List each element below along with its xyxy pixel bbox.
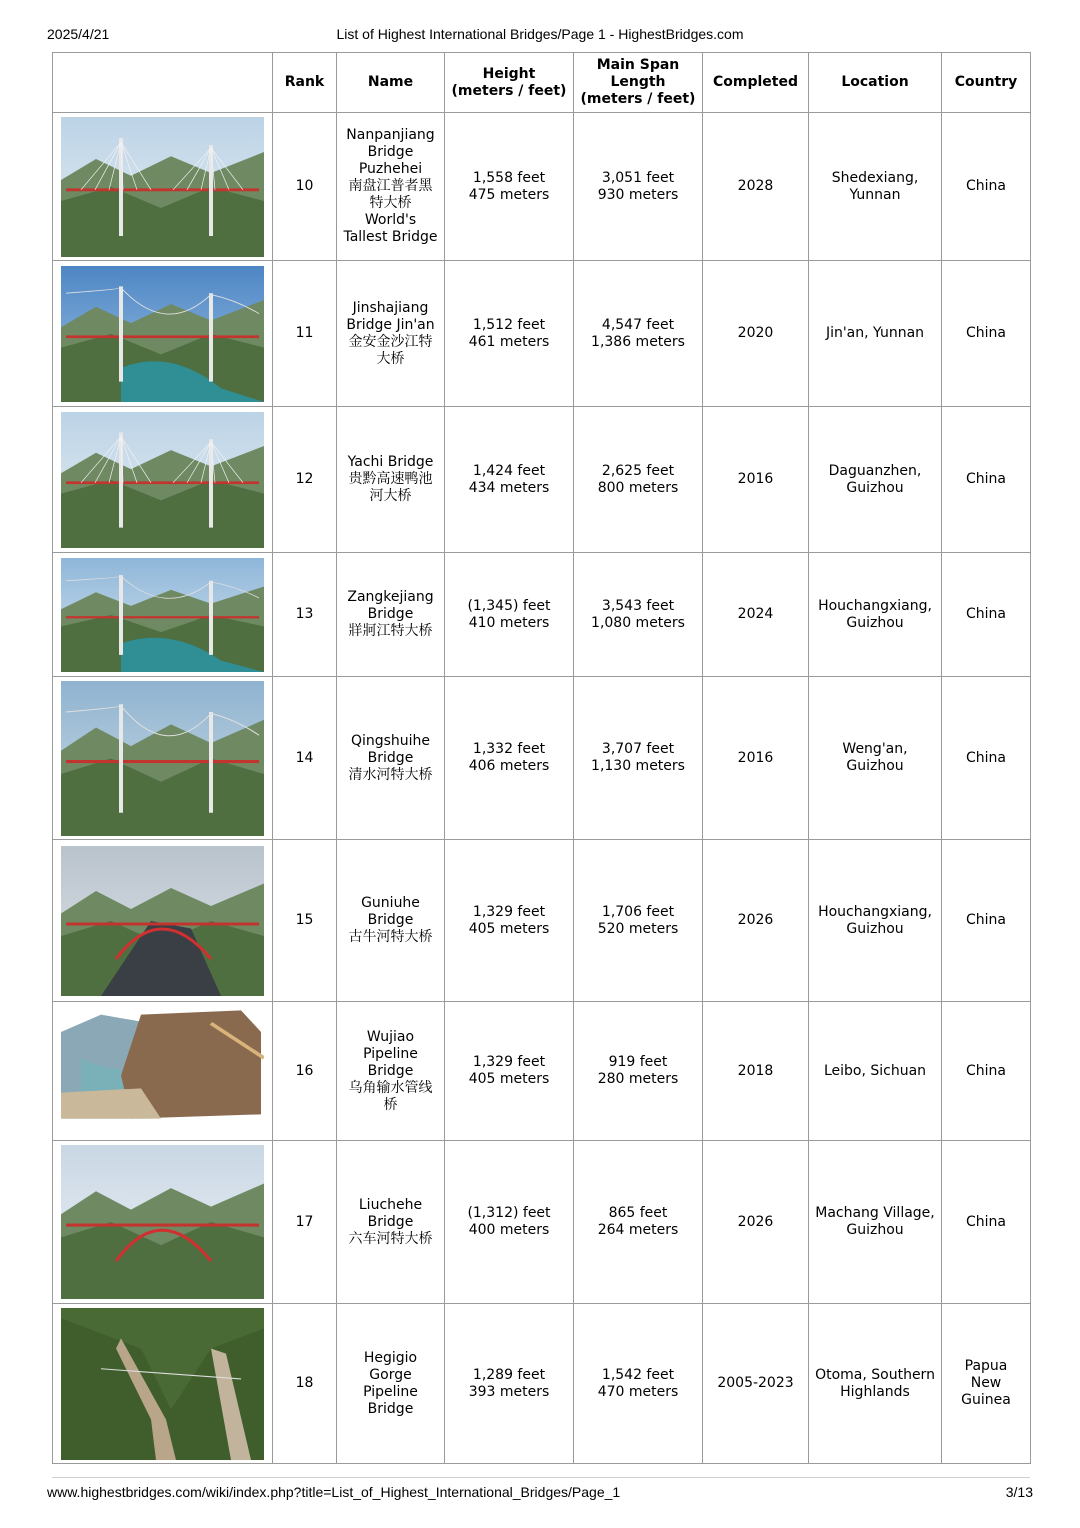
location-cell: Leibo, Sichuan <box>809 1002 942 1141</box>
height-cell: (1,312) feet 400 meters <box>445 1141 574 1304</box>
location-cell: Machang Village, Guizhou <box>809 1141 942 1304</box>
bridge-photo-cell <box>53 1141 273 1304</box>
rank-cell: 14 <box>273 677 337 840</box>
height-cell: 1,512 feet 461 meters <box>445 261 574 407</box>
col-span-header: Main Span Length (meters / feet) <box>574 53 703 113</box>
span-cell: 3,051 feet 930 meters <box>574 113 703 261</box>
name-cell: Yachi Bridge 贵黔高速鸭池 河大桥 <box>337 407 445 553</box>
col-photo-header <box>53 53 273 113</box>
bridge-photo-cell <box>53 1304 273 1464</box>
location-cell: Shedexiang, Yunnan <box>809 113 942 261</box>
col-location-header: Location <box>809 53 942 113</box>
bridge-photo-cell <box>53 677 273 840</box>
name-cell: Qingshuihe Bridge 清水河特大桥 <box>337 677 445 840</box>
bridge-photo-cell <box>53 553 273 677</box>
name-cell: Zangkejiang Bridge 牂牁江特大桥 <box>337 553 445 677</box>
pipeline-bridge-cliff-photo <box>61 1006 264 1136</box>
name-cell: Jinshajiang Bridge Jin'an 金安金沙江特 大桥 <box>337 261 445 407</box>
table-row <box>53 261 1031 407</box>
rank-cell: 16 <box>273 1002 337 1141</box>
bridges-table <box>52 52 1031 1464</box>
country-cell: China <box>942 677 1031 840</box>
location-cell: Otoma, Southern Highlands <box>809 1304 942 1464</box>
completed-cell: 2016 <box>703 677 809 840</box>
document-title: List of Highest International Bridges/Page 1 - HighestBridges.com <box>336 26 744 42</box>
span-cell: 1,542 feet 470 meters <box>574 1304 703 1464</box>
cable-stayed-bridge-photo <box>61 117 264 257</box>
rank-cell: 11 <box>273 261 337 407</box>
bridge-photo-cell <box>53 407 273 553</box>
name-cell: Nanpanjiang Bridge Puzhehei 南盘江普者黑 特大桥 World's Tallest Bridge <box>337 113 445 261</box>
completed-cell: 2024 <box>703 553 809 677</box>
suspension-bridge-mountains-photo <box>61 558 264 672</box>
arch-bridge-gorge-photo <box>61 846 264 996</box>
print-header <box>47 26 1033 46</box>
location-cell: Weng'an, Guizhou <box>809 677 942 840</box>
country-cell: China <box>942 553 1031 677</box>
bridge-photo-cell <box>53 1002 273 1141</box>
rank-cell: 15 <box>273 840 337 1002</box>
name-cell: Wujiao Pipeline Bridge 乌角输水管线 桥 <box>337 1002 445 1141</box>
table-header-row <box>53 53 1031 113</box>
bridge-photo-cell <box>53 113 273 261</box>
span-cell: 919 feet 280 meters <box>574 1002 703 1141</box>
name-cell: Liuchehe Bridge 六车河特大桥 <box>337 1141 445 1304</box>
span-cell: 3,543 feet 1,080 meters <box>574 553 703 677</box>
table-row <box>53 840 1031 1002</box>
table-row <box>53 407 1031 553</box>
pipeline-gorge-jungle-photo <box>61 1308 264 1460</box>
country-cell: China <box>942 1141 1031 1304</box>
print-date: 2025/4/21 <box>47 26 110 42</box>
col-completed-header: Completed <box>703 53 809 113</box>
height-cell: 1,289 feet 393 meters <box>445 1304 574 1464</box>
height-cell: (1,345) feet 410 meters <box>445 553 574 677</box>
col-name-header: Name <box>337 53 445 113</box>
page-url: www.highestbridges.com/wiki/index.php?title=List_of_Highest_International_Bridges/Page_1 <box>47 1484 621 1500</box>
span-cell: 1,706 feet 520 meters <box>574 840 703 1002</box>
table-row <box>53 1002 1031 1141</box>
col-height-header: Height (meters / feet) <box>445 53 574 113</box>
rank-cell: 17 <box>273 1141 337 1304</box>
height-cell: 1,558 feet 475 meters <box>445 113 574 261</box>
arch-bridge-forest-photo <box>61 1145 264 1299</box>
span-cell: 2,625 feet 800 meters <box>574 407 703 553</box>
rank-cell: 13 <box>273 553 337 677</box>
completed-cell: 2020 <box>703 261 809 407</box>
page-number: 3/13 <box>1005 1484 1033 1500</box>
country-cell: China <box>942 1002 1031 1141</box>
completed-cell: 2018 <box>703 1002 809 1141</box>
country-cell: Papua New Guinea <box>942 1304 1031 1464</box>
rank-cell: 10 <box>273 113 337 261</box>
rank-cell: 12 <box>273 407 337 553</box>
suspension-bridge-river-photo <box>61 266 264 402</box>
table-row <box>53 553 1031 677</box>
name-cell: Hegigio Gorge Pipeline Bridge <box>337 1304 445 1464</box>
bridge-photo-cell <box>53 840 273 1002</box>
height-cell: 1,332 feet 406 meters <box>445 677 574 840</box>
table-row <box>53 1141 1031 1304</box>
footer-divider <box>52 1477 1030 1478</box>
location-cell: Houchangxiang, Guizhou <box>809 840 942 1002</box>
completed-cell: 2005-2023 <box>703 1304 809 1464</box>
bridge-photo-cell <box>53 261 273 407</box>
location-cell: Daguanzhen, Guizhou <box>809 407 942 553</box>
name-cell: Guniuhe Bridge 古牛河特大桥 <box>337 840 445 1002</box>
table-row <box>53 1304 1031 1464</box>
span-cell: 3,707 feet 1,130 meters <box>574 677 703 840</box>
location-cell: Jin'an, Yunnan <box>809 261 942 407</box>
col-country-header: Country <box>942 53 1031 113</box>
height-cell: 1,329 feet 405 meters <box>445 1002 574 1141</box>
span-cell: 4,547 feet 1,386 meters <box>574 261 703 407</box>
col-rank-header: Rank <box>273 53 337 113</box>
completed-cell: 2016 <box>703 407 809 553</box>
table-row <box>53 113 1031 261</box>
height-cell: 1,424 feet 434 meters <box>445 407 574 553</box>
rank-cell: 18 <box>273 1304 337 1464</box>
span-cell: 865 feet 264 meters <box>574 1141 703 1304</box>
country-cell: China <box>942 840 1031 1002</box>
suspension-bridge-valley-photo <box>61 681 264 836</box>
country-cell: China <box>942 407 1031 553</box>
height-cell: 1,329 feet 405 meters <box>445 840 574 1002</box>
table-row <box>53 677 1031 840</box>
completed-cell: 2026 <box>703 840 809 1002</box>
location-cell: Houchangxiang, Guizhou <box>809 553 942 677</box>
completed-cell: 2028 <box>703 113 809 261</box>
cable-stayed-bridge-photo <box>61 412 264 548</box>
country-cell: China <box>942 113 1031 261</box>
print-footer <box>47 1484 1033 1504</box>
country-cell: China <box>942 261 1031 407</box>
completed-cell: 2026 <box>703 1141 809 1304</box>
